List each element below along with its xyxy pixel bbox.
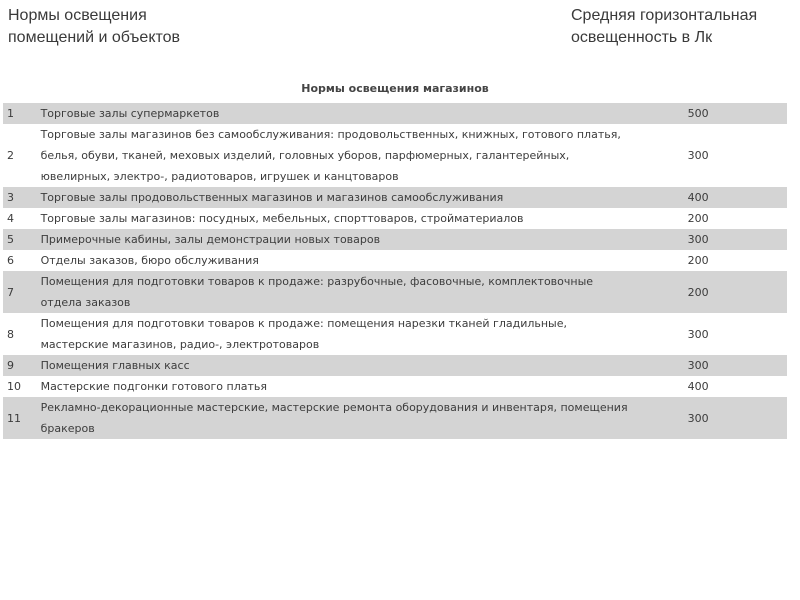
row-description-line: Торговые залы магазинов: посудных, мебельных, спорттоваров, стройматериалов <box>40 212 524 225</box>
table-row <box>3 187 787 208</box>
row-number: 1 <box>3 103 41 124</box>
row-number: 2 <box>3 124 41 187</box>
row-description <box>41 355 675 376</box>
row-number: 8 <box>3 313 41 355</box>
row-description-line: Помещения главных касс <box>40 359 190 372</box>
table-row <box>3 229 787 250</box>
row-description-line: Торговые залы супермаркетов <box>40 107 220 120</box>
row-number: 7 <box>3 271 41 313</box>
row-description <box>41 103 675 124</box>
row-description-line: Торговые залы продовольственных магазинов и магазинов самообслуживания <box>40 191 504 204</box>
table-row <box>3 103 787 124</box>
row-description <box>41 313 675 355</box>
row-value: 300 <box>675 397 787 439</box>
row-value: 500 <box>675 103 787 124</box>
row-description-line: Примерочные кабины, залы демонстрации новых товаров <box>40 233 381 246</box>
table-row <box>3 355 787 376</box>
row-description <box>41 229 675 250</box>
row-value: 300 <box>675 355 787 376</box>
row-value: 300 <box>675 313 787 355</box>
row-description <box>41 397 675 439</box>
header-left-line-1: Нормы освещения <box>8 7 147 24</box>
table-row <box>3 376 787 397</box>
row-description <box>41 250 675 271</box>
table-row <box>3 208 787 229</box>
row-description-line: Торговые залы магазинов без самообслуживания: продовольственных, книжных, готового платья, <box>40 128 621 141</box>
row-description-line: Помещения для подготовки товаров к продаже: разрубочные, фасовочные, комплектовочные <box>40 275 594 288</box>
row-number: 11 <box>3 397 41 439</box>
header-right-line-1: Средняя горизонтальная <box>571 7 758 24</box>
table-row <box>3 271 787 313</box>
lighting-norms-table <box>3 103 787 439</box>
row-value: 200 <box>675 208 787 229</box>
row-description <box>41 376 675 397</box>
row-description-line: Отделы заказов, бюро обслуживания <box>40 254 259 267</box>
row-description-line: бракеров <box>40 422 95 435</box>
header-right-title <box>571 5 796 49</box>
row-value: 400 <box>675 187 787 208</box>
row-value: 300 <box>675 124 787 187</box>
row-description <box>41 124 675 187</box>
table-row <box>3 397 787 439</box>
row-description-line: Помещения для подготовки товаров к продаже: помещения нарезки тканей гладильные, <box>40 317 567 330</box>
header-left-line-2: помещений и объектов <box>8 29 181 46</box>
row-number: 9 <box>3 355 41 376</box>
row-value: 400 <box>675 376 787 397</box>
row-number: 10 <box>3 376 41 397</box>
table-row <box>3 124 787 187</box>
row-value: 300 <box>675 229 787 250</box>
row-description-line: Рекламно-декорационные мастерские, мастерские ремонта оборудования и инвентаря, помещения <box>40 401 628 414</box>
row-description-line: Мастерские подгонки готового платья <box>40 380 267 393</box>
row-number: 6 <box>3 250 41 271</box>
table-row <box>3 313 787 355</box>
row-description-line: белья, обуви, тканей, меховых изделий, головных уборов, парфюмерных, галантерейных, <box>40 149 570 162</box>
row-value: 200 <box>675 271 787 313</box>
header-left-title <box>8 5 288 49</box>
header-right-line-2: освещенность в Лк <box>571 29 713 46</box>
row-description <box>41 271 675 313</box>
row-number: 3 <box>3 187 41 208</box>
row-description <box>41 187 675 208</box>
row-number: 4 <box>3 208 41 229</box>
table-title: Нормы освещения магазинов <box>301 82 489 95</box>
row-description <box>41 208 675 229</box>
table-row <box>3 250 787 271</box>
row-description-line: отдела заказов <box>40 296 131 309</box>
row-number: 5 <box>3 229 41 250</box>
row-description-line: мастерские магазинов, радио-, электротоваров <box>40 338 320 351</box>
row-description-line: ювелирных, электро-, радиотоваров, игрушек и канцтоваров <box>40 170 399 183</box>
row-value: 200 <box>675 250 787 271</box>
